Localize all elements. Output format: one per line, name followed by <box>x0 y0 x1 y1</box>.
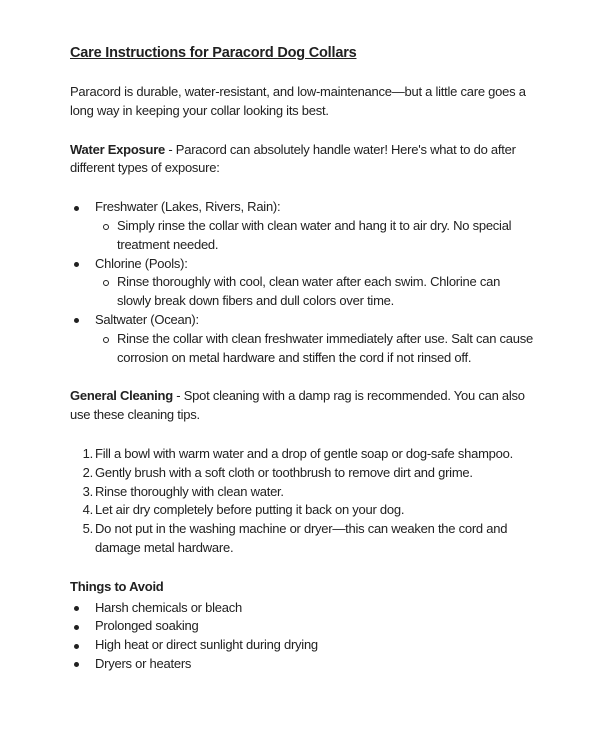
list-item-label: Saltwater (Ocean): <box>95 311 199 327</box>
water-exposure-list <box>70 198 534 367</box>
step-text: Rinse thoroughly with clean water. <box>95 483 284 499</box>
step-text: Fill a bowl with warm water and a drop of gentle soap or dog-safe shampoo. <box>95 445 513 461</box>
intro-paragraph: Paracord is durable, water-resistant, and low-maintenance—but a little care goes a long way in keeping your collar looking its best. <box>70 84 526 118</box>
list-subitem <box>95 330 534 368</box>
avoid-item-text: Prolonged soaking <box>95 618 199 634</box>
general-cleaning-text: - Spot cleaning with a damp rag is recommended. You can also use these cleaning tips. <box>70 388 525 423</box>
document-title: Care Instructions for Paracord Dog Collars <box>70 45 357 61</box>
sublist <box>95 273 534 311</box>
list-item <box>70 198 534 254</box>
water-exposure-paragraph <box>70 141 534 179</box>
list-item-label: Chlorine (Pools): <box>95 255 188 271</box>
sublist <box>95 217 534 255</box>
avoid-item-text: High heat or direct sunlight during drying <box>95 637 318 653</box>
avoid-item-text: Dryers or heaters <box>95 655 192 671</box>
avoid-item <box>70 655 534 674</box>
things-to-avoid-list <box>70 599 534 674</box>
avoid-item <box>70 617 534 636</box>
step-text: Do not put in the washing machine or dryer—this can weaken the cord and damage metal hardware. <box>95 521 508 555</box>
list-item <box>70 311 534 367</box>
sublist <box>95 330 534 368</box>
step-text: Gently brush with a soft cloth or toothbrush to remove dirt and grime. <box>95 464 473 480</box>
avoid-item-text: Harsh chemicals or bleach <box>95 599 242 615</box>
step-item <box>70 445 534 464</box>
cleaning-steps-list <box>70 445 534 558</box>
general-cleaning-heading: General Cleaning <box>70 388 173 404</box>
step-item <box>70 483 534 502</box>
step-item <box>70 520 534 558</box>
list-item-label: Freshwater (Lakes, Rivers, Rain): <box>95 199 281 215</box>
water-exposure-heading: Water Exposure <box>70 141 165 157</box>
step-item <box>70 501 534 520</box>
list-subitem-text: Simply rinse the collar with clean water and hang it to air dry. No special treatment needed. <box>117 217 512 252</box>
general-cleaning-paragraph <box>70 387 534 425</box>
list-item <box>70 255 534 311</box>
list-subitem <box>95 273 534 311</box>
list-subitem-text: Rinse the collar with clean freshwater immediately after use. Salt can cause corrosion on metal hardware and stiffen the cord if not rinsed off. <box>117 330 533 365</box>
things-to-avoid-heading: Things to Avoid <box>70 578 164 594</box>
list-subitem-text: Rinse thoroughly with cool, clean water after each swim. Chlorine can slowly break down fibers and dull colors over time. <box>117 274 501 309</box>
step-text: Let air dry completely before putting it back on your dog. <box>95 502 405 518</box>
list-subitem <box>95 217 534 255</box>
avoid-item <box>70 636 534 655</box>
avoid-item <box>70 599 534 618</box>
step-item <box>70 464 534 483</box>
water-exposure-text: - Paracord can absolutely handle water! Here's what to do after different types of exposure: <box>70 141 516 176</box>
